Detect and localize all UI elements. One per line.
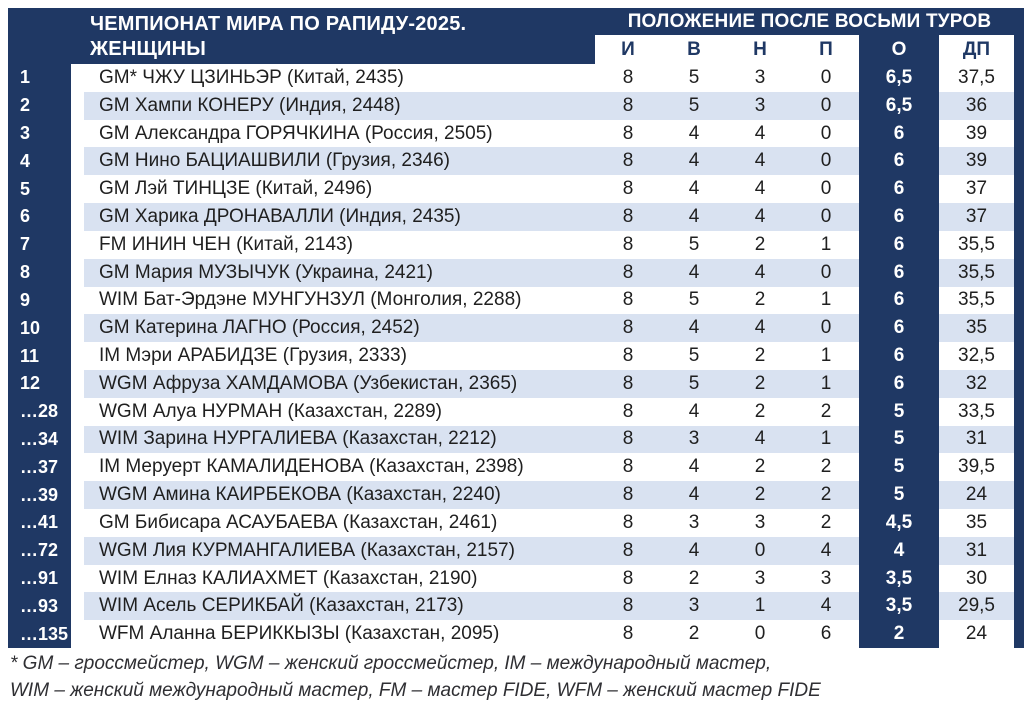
table-row <box>8 509 1024 537</box>
tiebreak-cell: 33,5 <box>939 398 1014 426</box>
table-row <box>8 620 1024 648</box>
rank-cell: …34 <box>20 428 59 449</box>
tiebreak-cell: 35,5 <box>939 287 1014 315</box>
column-header-tiebreak: ДП <box>939 35 1014 64</box>
losses-cell: 0 <box>793 120 859 148</box>
rank-name-divider <box>71 370 84 398</box>
draws-cell: 2 <box>727 342 793 370</box>
wins-cell: 5 <box>661 287 727 315</box>
points-cell: 6 <box>893 178 905 200</box>
wins-cell: 4 <box>661 120 727 148</box>
wins-cell: 4 <box>661 259 727 287</box>
rank-cell: …28 <box>20 401 59 422</box>
losses-cell: 0 <box>793 203 859 231</box>
rank-name-divider <box>71 231 84 259</box>
wins-cell: 5 <box>661 64 727 92</box>
table-row <box>8 453 1024 481</box>
standings-table <box>8 8 1024 648</box>
rank-name-divider <box>71 592 84 620</box>
tiebreak-cell: 39,5 <box>939 453 1014 481</box>
tiebreak-cell: 31 <box>939 426 1014 454</box>
draws-cell: 4 <box>727 426 793 454</box>
table-header-right <box>595 8 1024 64</box>
wins-cell: 4 <box>661 203 727 231</box>
tiebreak-cell: 32 <box>939 370 1014 398</box>
points-cell: 4 <box>893 539 905 561</box>
draws-cell: 2 <box>727 370 793 398</box>
losses-cell: 2 <box>793 398 859 426</box>
wins-cell: 4 <box>661 481 727 509</box>
player-name-cell: WIM Елназ КАЛИАХМЕТ (Казахстан, 2190) <box>84 565 595 593</box>
rank-name-divider <box>71 565 84 593</box>
games-cell: 8 <box>595 203 661 231</box>
player-name-cell: GM Бибисара АСАУБАЕВА (Казахстан, 2461) <box>84 509 595 537</box>
games-cell: 8 <box>595 537 661 565</box>
table-row <box>8 537 1024 565</box>
table-row <box>8 120 1024 148</box>
games-cell: 8 <box>595 259 661 287</box>
losses-cell: 0 <box>793 64 859 92</box>
wins-cell: 4 <box>661 453 727 481</box>
column-header-losses: П <box>793 35 859 64</box>
wins-cell: 5 <box>661 231 727 259</box>
losses-cell: 2 <box>793 509 859 537</box>
player-name-cell: GM Катерина ЛАГНО (Россия, 2452) <box>84 314 595 342</box>
table-row <box>8 175 1024 203</box>
table-row <box>8 231 1024 259</box>
player-name-cell: WGM Амина КАИРБЕКОВА (Казахстан, 2240) <box>84 481 595 509</box>
losses-cell: 4 <box>793 537 859 565</box>
draws-cell: 4 <box>727 175 793 203</box>
losses-cell: 4 <box>793 592 859 620</box>
losses-cell: 0 <box>793 259 859 287</box>
rank-cell: 10 <box>20 317 41 338</box>
footnote-line-2: WIM – женский международный мастер, FM – мастер FIDE, WFM – женский мастер FIDE <box>10 680 821 701</box>
draws-cell: 2 <box>727 481 793 509</box>
player-name-cell: GM Харика ДРОНАВАЛЛИ (Индия, 2435) <box>84 203 595 231</box>
table-row <box>8 203 1024 231</box>
rank-cell: …72 <box>20 540 59 561</box>
table-title <box>8 8 595 64</box>
wins-cell: 4 <box>661 175 727 203</box>
games-cell: 8 <box>595 398 661 426</box>
table-row <box>8 370 1024 398</box>
draws-cell: 0 <box>727 537 793 565</box>
rank-name-divider <box>71 92 84 120</box>
table-row <box>8 398 1024 426</box>
draws-cell: 2 <box>727 287 793 315</box>
player-name-cell: WGM Алуа НУРМАН (Казахстан, 2289) <box>84 398 595 426</box>
rank-name-divider <box>71 426 84 454</box>
table-row <box>8 481 1024 509</box>
rank-name-divider <box>71 175 84 203</box>
wins-cell: 2 <box>661 620 727 648</box>
games-cell: 8 <box>595 592 661 620</box>
rank-name-divider <box>71 120 84 148</box>
games-cell: 8 <box>595 314 661 342</box>
tiebreak-cell: 35 <box>939 509 1014 537</box>
losses-cell: 1 <box>793 287 859 315</box>
games-cell: 8 <box>595 620 661 648</box>
wins-cell: 5 <box>661 370 727 398</box>
table-header <box>8 8 1024 64</box>
games-cell: 8 <box>595 426 661 454</box>
points-cell: 6 <box>893 150 905 172</box>
player-name-cell: WIM Асель СЕРИКБАЙ (Казахстан, 2173) <box>84 592 595 620</box>
rank-cell: …37 <box>20 456 59 477</box>
points-cell: 6,5 <box>885 66 913 88</box>
losses-cell: 0 <box>793 175 859 203</box>
rank-cell: …91 <box>20 568 59 589</box>
points-cell: 6 <box>893 205 905 227</box>
rank-name-divider <box>71 453 84 481</box>
tiebreak-cell: 31 <box>939 537 1014 565</box>
losses-cell: 6 <box>793 620 859 648</box>
title-line-1: ЧЕМПИОНАТ МИРА ПО РАПИДУ-2025. <box>90 12 467 35</box>
rank-name-divider <box>71 537 84 565</box>
rank-name-divider <box>71 147 84 175</box>
draws-cell: 2 <box>727 398 793 426</box>
rank-cell: 6 <box>20 206 31 227</box>
points-cell: 2 <box>893 623 905 645</box>
tiebreak-cell: 24 <box>939 620 1014 648</box>
points-cell: 3,5 <box>885 567 913 589</box>
points-cell: 6 <box>893 289 905 311</box>
rank-cell: 9 <box>20 289 31 310</box>
points-cell: 5 <box>893 400 905 422</box>
losses-cell: 1 <box>793 231 859 259</box>
column-header-games: И <box>595 35 661 64</box>
table-row <box>8 147 1024 175</box>
table-row <box>8 64 1024 92</box>
losses-cell: 3 <box>793 565 859 593</box>
games-cell: 8 <box>595 370 661 398</box>
rank-cell: 7 <box>20 234 31 255</box>
rank-name-divider <box>71 620 84 648</box>
draws-cell: 2 <box>727 231 793 259</box>
footnote <box>10 650 1014 704</box>
points-cell: 6 <box>893 317 905 339</box>
player-name-cell: GM* ЧЖУ ЦЗИНЬЭР (Китай, 2435) <box>84 64 595 92</box>
wins-cell: 4 <box>661 537 727 565</box>
wins-cell: 4 <box>661 314 727 342</box>
points-cell: 6 <box>893 345 905 367</box>
rank-name-divider <box>71 398 84 426</box>
points-cell: 5 <box>893 484 905 506</box>
games-cell: 8 <box>595 565 661 593</box>
points-cell: 6 <box>893 372 905 394</box>
column-header-pad <box>1014 35 1024 64</box>
table-row <box>8 314 1024 342</box>
wins-cell: 5 <box>661 342 727 370</box>
player-name-cell: WIM Бат-Эрдэне МУНГУНЗУЛ (Монголия, 2288) <box>84 287 595 315</box>
rank-cell: 1 <box>20 67 31 88</box>
points-cell: 6,5 <box>885 94 913 116</box>
rank-cell: …93 <box>20 595 59 616</box>
losses-cell: 2 <box>793 481 859 509</box>
wins-cell: 4 <box>661 398 727 426</box>
rank-name-divider <box>71 203 84 231</box>
table-row <box>8 92 1024 120</box>
draws-cell: 0 <box>727 620 793 648</box>
player-name-cell: GM Хампи КОНЕРУ (Индия, 2448) <box>84 92 595 120</box>
tiebreak-cell: 35,5 <box>939 231 1014 259</box>
player-name-cell: WFM Аланна БЕРИККЫЗЫ (Казахстан, 2095) <box>84 620 595 648</box>
rank-cell: …135 <box>20 623 69 644</box>
tiebreak-cell: 37 <box>939 203 1014 231</box>
table-row <box>8 592 1024 620</box>
wins-cell: 3 <box>661 426 727 454</box>
draws-cell: 4 <box>727 259 793 287</box>
tiebreak-cell: 29,5 <box>939 592 1014 620</box>
column-header-points: О <box>859 35 939 64</box>
draws-cell: 4 <box>727 120 793 148</box>
draws-cell: 4 <box>727 314 793 342</box>
games-cell: 8 <box>595 342 661 370</box>
games-cell: 8 <box>595 287 661 315</box>
points-cell: 3,5 <box>885 595 913 617</box>
player-name-cell: WGM Лия КУРМАНГАЛИЕВА (Казахстан, 2157) <box>84 537 595 565</box>
rank-cell: 2 <box>20 95 31 116</box>
games-cell: 8 <box>595 64 661 92</box>
draws-cell: 3 <box>727 509 793 537</box>
player-name-cell: GM Лэй ТИНЦЗЕ (Китай, 2496) <box>84 175 595 203</box>
points-cell: 6 <box>893 233 905 255</box>
draws-cell: 3 <box>727 565 793 593</box>
tiebreak-cell: 30 <box>939 565 1014 593</box>
rank-cell: …41 <box>20 512 59 533</box>
losses-cell: 0 <box>793 92 859 120</box>
losses-cell: 1 <box>793 370 859 398</box>
losses-cell: 2 <box>793 453 859 481</box>
rank-name-divider <box>71 259 84 287</box>
player-name-cell: IM Мэри АРАБИДЗЕ (Грузия, 2333) <box>84 342 595 370</box>
tiebreak-cell: 37 <box>939 175 1014 203</box>
rank-cell: 11 <box>20 345 40 366</box>
games-cell: 8 <box>595 231 661 259</box>
rank-name-divider <box>71 509 84 537</box>
rank-cell: …39 <box>20 484 59 505</box>
rank-name-divider <box>71 64 84 92</box>
rank-cell: 8 <box>20 262 31 283</box>
draws-cell: 2 <box>727 453 793 481</box>
rank-cell: 5 <box>20 178 31 199</box>
tiebreak-cell: 36 <box>939 92 1014 120</box>
tiebreak-cell: 39 <box>939 120 1014 148</box>
player-name-cell: WGM Афруза ХАМДАМОВА (Узбекистан, 2365) <box>84 370 595 398</box>
tiebreak-cell: 39 <box>939 147 1014 175</box>
games-cell: 8 <box>595 92 661 120</box>
player-name-cell: IM Меруерт КАМАЛИДЕНОВА (Казахстан, 2398) <box>84 453 595 481</box>
tiebreak-cell: 35,5 <box>939 259 1014 287</box>
player-name-cell: GM Мария МУЗЫЧУК (Украина, 2421) <box>84 259 595 287</box>
games-cell: 8 <box>595 509 661 537</box>
table-row <box>8 565 1024 593</box>
table-row <box>8 426 1024 454</box>
games-cell: 8 <box>595 147 661 175</box>
wins-cell: 2 <box>661 565 727 593</box>
player-name-cell: WIM Зарина НУРГАЛИЕВА (Казахстан, 2212) <box>84 426 595 454</box>
draws-cell: 1 <box>727 592 793 620</box>
rank-cell: 12 <box>20 373 41 394</box>
draws-cell: 4 <box>727 147 793 175</box>
wins-cell: 3 <box>661 592 727 620</box>
table-row <box>8 287 1024 315</box>
draws-cell: 3 <box>727 92 793 120</box>
title-line-2: ЖЕНЩИНЫ <box>90 37 207 60</box>
player-name-cell: GM Александра ГОРЯЧКИНА (Россия, 2505) <box>84 120 595 148</box>
wins-cell: 3 <box>661 509 727 537</box>
wins-cell: 4 <box>661 147 727 175</box>
tiebreak-cell: 35 <box>939 314 1014 342</box>
points-cell: 5 <box>893 456 905 478</box>
losses-cell: 0 <box>793 314 859 342</box>
draws-cell: 4 <box>727 203 793 231</box>
tiebreak-cell: 24 <box>939 481 1014 509</box>
points-cell: 4,5 <box>885 511 913 533</box>
points-cell: 6 <box>893 261 905 283</box>
rank-name-divider <box>71 481 84 509</box>
player-name-cell: FM ИНИН ЧЕН (Китай, 2143) <box>84 231 595 259</box>
games-cell: 8 <box>595 120 661 148</box>
table-row <box>8 259 1024 287</box>
footnote-line-1: * GM – гроссмейстер, WGM – женский гроссмейстер, IM – международный мастер, <box>10 653 772 674</box>
column-header-wins: В <box>661 35 727 64</box>
rank-cell: 3 <box>20 123 31 144</box>
rank-name-divider <box>71 342 84 370</box>
column-header-row <box>595 35 1024 64</box>
rank-name-divider <box>71 287 84 315</box>
table-body <box>8 64 1024 648</box>
tiebreak-cell: 37,5 <box>939 64 1014 92</box>
points-cell: 6 <box>893 122 905 144</box>
games-cell: 8 <box>595 481 661 509</box>
table-row <box>8 342 1024 370</box>
wins-cell: 5 <box>661 92 727 120</box>
draws-cell: 3 <box>727 64 793 92</box>
table-subtitle: ПОЛОЖЕНИЕ ПОСЛЕ ВОСЬМИ ТУРОВ <box>627 11 992 32</box>
losses-cell: 0 <box>793 147 859 175</box>
losses-cell: 1 <box>793 426 859 454</box>
tiebreak-cell: 32,5 <box>939 342 1014 370</box>
games-cell: 8 <box>595 175 661 203</box>
rank-cell: 4 <box>20 150 31 171</box>
losses-cell: 1 <box>793 342 859 370</box>
points-cell: 5 <box>893 428 905 450</box>
games-cell: 8 <box>595 453 661 481</box>
column-header-draws: Н <box>727 35 793 64</box>
rank-name-divider <box>71 314 84 342</box>
player-name-cell: GM Нино БАЦИАШВИЛИ (Грузия, 2346) <box>84 147 595 175</box>
